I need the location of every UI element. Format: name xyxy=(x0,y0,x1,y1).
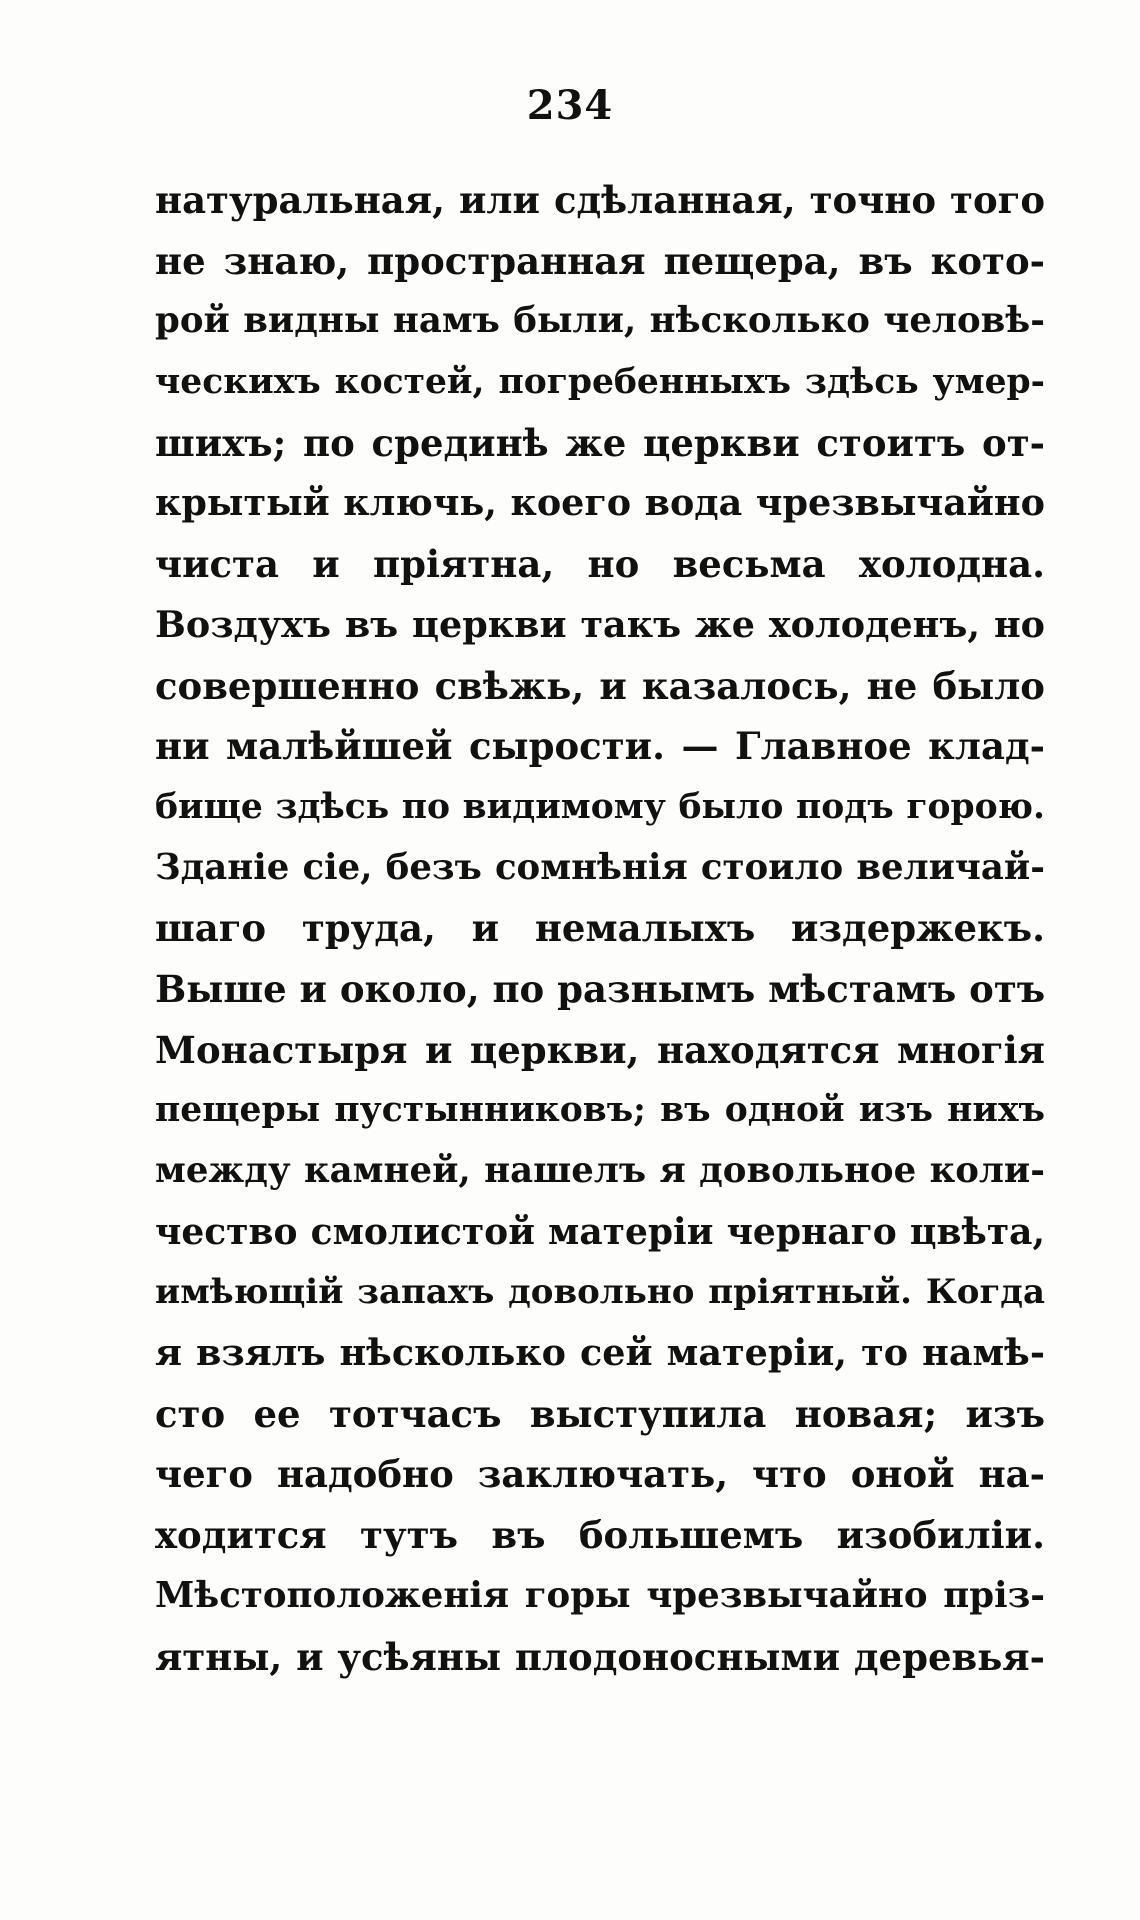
text-line: рой видны намъ были, нѣсколько человѣ- xyxy=(155,300,1045,342)
text-line: крытый ключь, коего вода чрезвычайно xyxy=(155,481,1045,525)
text-line: ни малѣйшей сырости. — Главное клад- xyxy=(155,724,1045,769)
text-line: бище здѣсь по видимому было подъ горою. xyxy=(155,786,1045,827)
text-line: чество смолистой матеріи чернаго цвѣта, xyxy=(155,1210,1045,1253)
text-line: пещеры пустынниковъ; въ одной изъ нихъ xyxy=(155,1090,1045,1131)
text-line: натуральная, или сдѣланная, точно того xyxy=(155,178,1045,222)
text-line: чего надобно заключать, что оной на- xyxy=(155,1452,1045,1497)
body-text xyxy=(155,170,1045,1687)
text-line: чиста и пріятна, но весьма холодна. xyxy=(155,542,1045,587)
text-line: Зданіе сіе, безъ сомнѣнія стоило величай- xyxy=(155,846,1045,888)
text-line: шаго труда, и немалыхъ издержекъ. xyxy=(155,906,1045,951)
text-line: совершенно свѣжь, и казалось, не было xyxy=(155,663,1045,708)
text-line: Воздухъ въ церкви такъ же холоденъ, но xyxy=(155,602,1045,646)
text-line: Мѣстоположенія горы чрезвычайно пріз- xyxy=(155,1574,1045,1616)
text-line: шихъ; по срединѣ же церкви стоитъ от- xyxy=(155,420,1045,465)
text-line: я взялъ нѣсколько сей матеріи, то намѣ- xyxy=(155,1331,1045,1375)
text-line: сто ее тотчасъ выступила новая; изъ xyxy=(155,1391,1045,1436)
page-number: 234 xyxy=(526,82,614,129)
text-line: Выше и около, по разнымъ мѣстамъ отъ xyxy=(155,966,1046,1011)
text-line: ческихъ костей, погребенныхъ здѣсь умер- xyxy=(155,362,1045,403)
text-line: не знаю, пространная пещера, въ кото- xyxy=(155,238,1045,283)
text-line: ятны, и усѣяны плодоносными деревья- xyxy=(155,1634,1045,1679)
text-line: между камней, нашелъ я довольное коли- xyxy=(155,1150,1045,1191)
text-line: ходится тутъ въ большемъ изобиліи. xyxy=(155,1513,1045,1558)
text-line: Монастыря и церкви, находятся многія xyxy=(155,1027,1045,1072)
text-line: имѣющій запахъ довольно пріятный. Когда xyxy=(155,1272,1045,1313)
